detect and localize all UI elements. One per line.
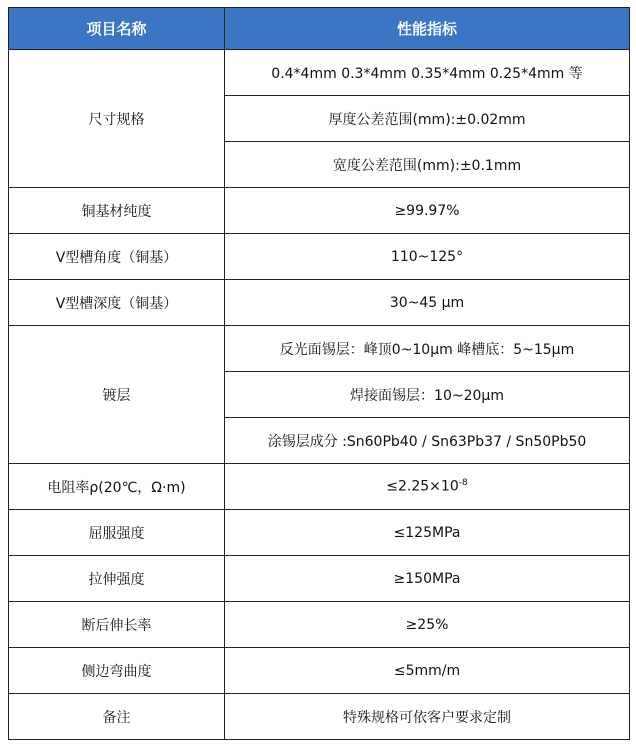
groove-angle-label: V型槽角度（铜基）	[9, 234, 225, 280]
resistivity-value	[225, 464, 630, 510]
size-value: 0.4*4mm 0.3*4mm 0.35*4mm 0.25*4mm 等	[225, 50, 630, 96]
purity-value: ≥99.97%	[225, 188, 630, 234]
resistivity-exponent: -8	[458, 478, 468, 489]
width-tolerance: 宽度公差范围(mm):±0.1mm	[225, 142, 630, 188]
header-performance: 性能指标	[225, 8, 630, 50]
purity-label: 铜基材纯度	[9, 188, 225, 234]
table-row	[9, 234, 630, 280]
tensile-label: 拉伸强度	[9, 556, 225, 602]
header-item-name: 项目名称	[9, 8, 225, 50]
table-row	[9, 188, 630, 234]
table-row	[9, 510, 630, 556]
solder-tin-layer: 焊接面锡层：10~20μm	[225, 372, 630, 418]
remark-label: 备注	[9, 694, 225, 740]
table-row	[9, 694, 630, 740]
table-row	[9, 602, 630, 648]
yield-label: 屈服强度	[9, 510, 225, 556]
camber-label: 侧边弯曲度	[9, 648, 225, 694]
spec-table	[8, 7, 630, 740]
thickness-tolerance: 厚度公差范围(mm):±0.02mm	[225, 96, 630, 142]
camber-value: ≤5mm/m	[225, 648, 630, 694]
size-label: 尺寸规格	[9, 50, 225, 188]
elongation-value: ≥25%	[225, 602, 630, 648]
table-row	[9, 648, 630, 694]
table-row	[9, 464, 630, 510]
plating-label: 镀层	[9, 326, 225, 464]
header-row	[9, 8, 630, 50]
resistivity-label: 电阻率ρ(20℃，Ω·m)	[9, 464, 225, 510]
table-row	[9, 326, 630, 372]
groove-depth-label: V型槽深度（铜基）	[9, 280, 225, 326]
tensile-value: ≥150MPa	[225, 556, 630, 602]
yield-value: ≤125MPa	[225, 510, 630, 556]
table-row	[9, 50, 630, 96]
table-row	[9, 556, 630, 602]
reflective-tin-layer: 反光面锡层：峰顶0~10μm 峰槽底：5~15μm	[225, 326, 630, 372]
groove-angle-value: 110~125°	[225, 234, 630, 280]
elongation-label: 断后伸长率	[9, 602, 225, 648]
groove-depth-value: 30~45 μm	[225, 280, 630, 326]
resistivity-base: ≤2.25×10	[386, 478, 459, 495]
tin-composition: 涂锡层成分 :Sn60Pb40 / Sn63Pb37 / Sn50Pb50	[225, 418, 630, 464]
remark-value: 特殊规格可依客户要求定制	[225, 694, 630, 740]
table-row	[9, 280, 630, 326]
